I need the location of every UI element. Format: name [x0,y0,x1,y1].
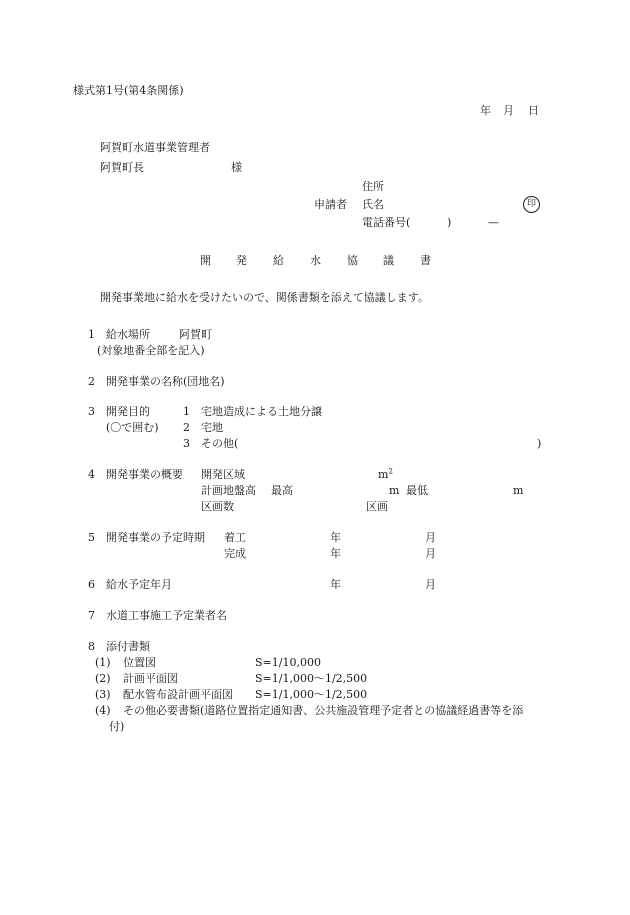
item3-option-2-text: 宅地 [201,421,223,434]
item1-value: 阿賀町 [179,328,212,341]
item4-lots-label: 区画数 [201,500,234,513]
item8-number: 8 [88,640,95,653]
item4-area-label: 開発区域 [201,468,245,481]
item4-lots-unit: 区画 [366,500,388,513]
recipient-honorific: 様 [231,161,242,174]
attachment-2-scale: S=1/1,000〜1/2,500 [255,672,368,685]
item2-number: 2 [88,375,95,388]
item5-start-label: 着工 [224,531,246,544]
recipient-line1: 阿賀町水道事業管理者 [100,141,210,154]
item3-option-3-text: その他( [201,437,239,450]
date-year: 年 [480,104,491,117]
attachment-1-name: 位置図 [123,656,156,669]
attachment-2-num: (2) [95,672,111,685]
item3-note: (〇で囲む) [106,421,159,434]
item1-note: (対象地番全部を記入) [97,344,205,357]
applicant-address-label: 住所 [362,180,384,193]
item1-label: 給水場所 [106,328,150,341]
item4-area-unit: $m^2$ [378,467,393,481]
item7-label: 水道工事施工予定業者名 [106,609,227,622]
item3-number: 3 [88,405,95,418]
title-char-3: 給 [273,254,284,267]
item3-close-paren: ) [537,437,542,450]
attachment-4-text: その他必要書類(道路位置指定通知書、公共施設管理予定者との協議経過書等を添 [123,704,524,717]
date-day: 日 [528,104,539,117]
item4-min-unit: m [513,484,524,497]
item4-max-label: 最高 [271,484,293,497]
attachment-1-num: (1) [95,656,111,669]
item4-max-unit: m [389,484,400,497]
item7-number: 7 [88,609,95,622]
item3-label: 開発目的 [106,405,150,418]
item6-label: 給水予定年月 [106,578,172,591]
item4-number: 4 [88,468,95,481]
item4-min-label: 最低 [406,484,428,497]
intro-text: 開発事業地に給水を受けたいので、関係書類を添えて協議します。 [100,291,429,304]
form-number: 様式第1号(第4条関係) [73,84,184,97]
phone-close-paren: ) [447,216,452,229]
attachment-3-scale: S=1/1,000〜1/2,500 [255,688,368,701]
title-char-1: 開 [200,254,211,267]
item6-month: 月 [425,578,436,591]
item5-done-label: 完成 [224,547,246,560]
applicant-label: 申請者 [314,198,347,211]
title-char-2: 発 [236,254,247,267]
applicant-phone-label: 電話番号( [362,216,411,229]
item6-number: 6 [88,578,95,591]
applicant-name-label: 氏名 [362,198,384,211]
item6-year: 年 [330,578,341,591]
item1-number: 1 [88,328,95,341]
item5-done-month: 月 [425,547,436,560]
seal-mark: 印 [523,196,540,213]
item5-number: 5 [88,531,95,544]
title-char-4: 水 [310,254,321,267]
attachment-3-name: 配水管布設計画平面図 [123,688,233,701]
recipient-line2: 阿賀町長 [100,161,144,174]
item8-label: 添付書類 [106,640,150,653]
item3-option-1-num: 1 [183,405,190,418]
item3-option-2-num: 2 [183,421,190,434]
attachment-1-scale: S=1/10,000 [255,656,321,669]
item4-ground-label: 計画地盤高 [201,484,256,497]
item3-option-3-num: 3 [183,437,190,450]
title-char-7: 書 [420,254,431,267]
attachment-4-continuation: 付) [109,720,125,733]
item5-done-year: 年 [330,547,341,560]
item2-label: 開発事業の名称(団地名) [106,375,225,388]
phone-dash: — [488,216,499,229]
item5-start-month: 月 [425,531,436,544]
date-month: 月 [503,104,514,117]
title-char-6: 議 [383,254,394,267]
item5-start-year: 年 [330,531,341,544]
item3-option-1-text: 宅地造成による土地分譲 [201,405,322,418]
attachment-4-num: (4) [95,704,111,717]
item5-label: 開発事業の予定時期 [106,531,205,544]
attachment-3-num: (3) [95,688,111,701]
item4-label: 開発事業の概要 [106,468,183,481]
title-char-5: 協 [347,254,358,267]
attachment-2-name: 計画平面図 [123,672,178,685]
